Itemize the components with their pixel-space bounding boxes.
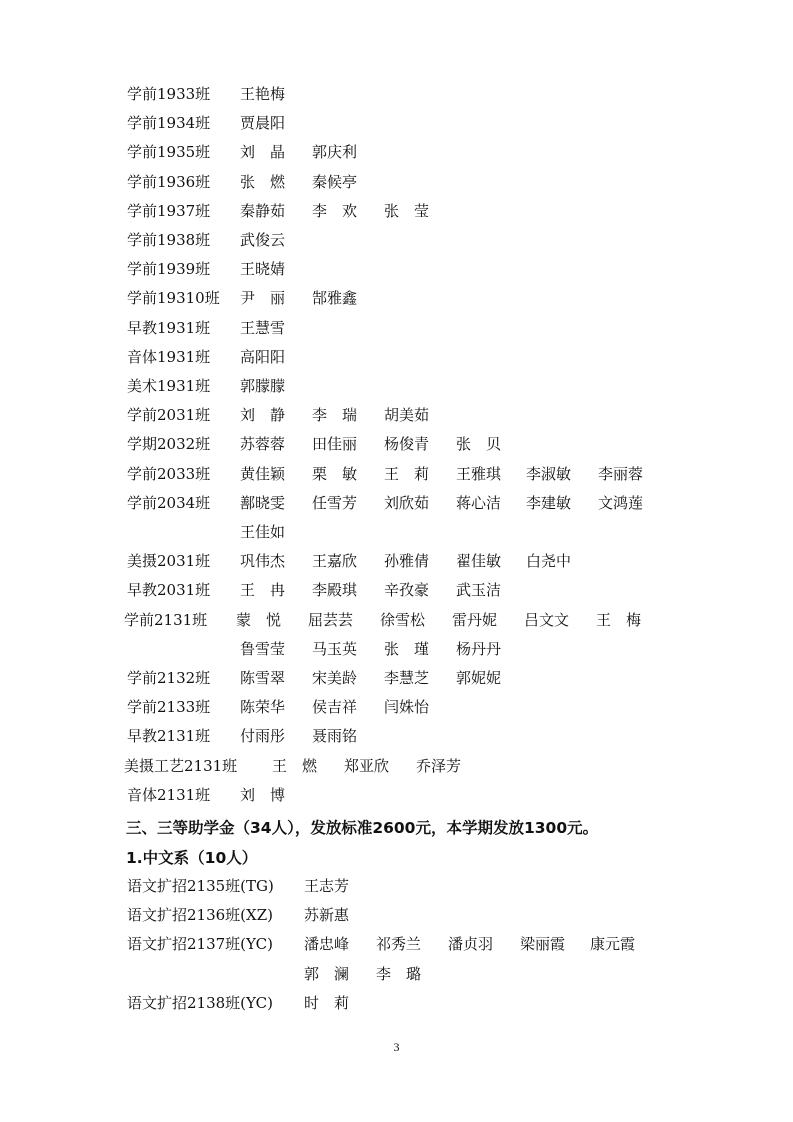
student-name: 雷丹妮: [452, 610, 498, 629]
class-row: [0, 991, 793, 1015]
student-name: 李丽蓉: [598, 464, 644, 483]
student-name: 高阳阳: [240, 347, 286, 366]
class-row: [0, 903, 793, 927]
student-name: 鲁雪莹: [240, 639, 286, 658]
student-name: 田佳丽: [312, 435, 358, 454]
class-row: [0, 345, 793, 369]
student-name: 吕文文: [524, 610, 570, 629]
student-name: 王志芳: [304, 877, 350, 895]
student-name: 武俊云: [240, 231, 286, 249]
class-row: [0, 932, 793, 956]
class-row: [0, 462, 793, 486]
class-row: [0, 140, 793, 164]
student-name: 巩伟杰: [240, 552, 286, 571]
student-name: 黄佳颖: [240, 464, 286, 483]
student-name: 文鸿莲: [598, 493, 644, 512]
student-name: 白尧中: [526, 552, 572, 571]
class-name: 音体1931班: [127, 347, 211, 366]
class-row: [0, 403, 793, 427]
class-name: 学前1934班: [127, 114, 211, 133]
class-name: 学期2032班: [127, 435, 211, 454]
student-name: 翟佳敏: [456, 552, 502, 571]
class-name: 美摄2031班: [127, 552, 211, 571]
class-name: 音体2131班: [127, 785, 211, 804]
student-name: 秦静茹: [240, 201, 286, 220]
student-name: 王艳梅: [240, 85, 286, 103]
student-name: 刘 博: [240, 785, 286, 804]
class-name: 早教1931班: [127, 318, 211, 337]
student-name: 刘欣茹: [384, 493, 430, 512]
student-name: 孙雅倩: [384, 552, 430, 571]
student-name: 陈荣华: [240, 698, 286, 717]
student-name: 屈芸芸: [308, 610, 354, 629]
student-name: 张 燃: [240, 172, 286, 191]
student-name: 李殿琪: [312, 581, 358, 600]
class-row: [0, 754, 793, 778]
class-name: 语文扩招2135班(TG): [127, 877, 274, 895]
student-name: 侯吉祥: [312, 698, 358, 717]
student-name: 乔泽芳: [416, 756, 462, 775]
class-row: [0, 199, 793, 223]
class-name: 学前2033班: [127, 464, 211, 483]
student-name: 王 燃: [272, 756, 318, 775]
student-name: 潘忠峰: [304, 935, 350, 954]
class-row: [0, 962, 793, 986]
student-name: 辛孜豪: [384, 581, 430, 600]
student-name: 李 欢: [312, 201, 358, 220]
class-name: 早教2031班: [127, 581, 211, 600]
student-name: 尹 丽: [240, 289, 286, 308]
class-name: 学前1933班: [127, 85, 211, 103]
student-name: 时 莉: [304, 993, 350, 1012]
student-name: 李建敏: [526, 493, 572, 512]
student-name: 郭朦朦: [240, 377, 286, 395]
class-name: 学前1935班: [127, 143, 211, 162]
class-row: [0, 491, 793, 515]
student-name: 潘贞羽: [448, 935, 494, 954]
student-name: 栗 敏: [312, 464, 358, 483]
student-name: 闫姝怡: [384, 698, 430, 717]
class-name: 学前2131班: [124, 610, 208, 629]
class-row: [0, 432, 793, 456]
student-name: 秦候亭: [312, 172, 358, 191]
student-name: 李淑敏: [526, 464, 572, 483]
sub-heading: 1.中文系（10人）: [126, 849, 258, 867]
student-name: 张 瑾: [384, 639, 430, 658]
class-name: 语文扩招2137班(YC): [127, 935, 273, 954]
student-name: 蒋心洁: [456, 493, 502, 512]
student-name: 郑亚欣: [344, 756, 390, 775]
student-name: 王 莉: [384, 464, 430, 483]
student-name: 郭妮妮: [456, 669, 502, 687]
student-name: 鄯晓雯: [240, 493, 286, 512]
student-name: 王慧雪: [240, 318, 286, 337]
class-row: [0, 520, 793, 544]
class-row: [0, 228, 793, 252]
class-row: [0, 111, 793, 135]
student-name: 王佳如: [240, 523, 286, 541]
class-row: [0, 374, 793, 398]
class-name: 语文扩招2138班(YC): [127, 993, 273, 1012]
class-row: [0, 286, 793, 310]
class-row: [0, 666, 793, 690]
student-name: 张 贝: [456, 435, 502, 454]
student-name: 胡美茹: [384, 406, 430, 425]
student-name: 苏新惠: [304, 906, 350, 925]
student-name: 杨俊青: [384, 435, 430, 454]
student-name: 梁丽霞: [520, 935, 566, 954]
student-name: 陈雪翠: [240, 669, 286, 687]
class-row: [0, 695, 793, 719]
student-name: 李慧芝: [384, 669, 430, 687]
class-row: [0, 82, 793, 106]
class-name: 学前1938班: [127, 231, 211, 249]
class-name: 美术1931班: [127, 377, 211, 395]
class-name: 语文扩招2136班(XZ): [127, 906, 273, 925]
class-row: [0, 724, 793, 748]
student-name: 祁秀兰: [376, 935, 422, 954]
class-row: [0, 608, 793, 632]
student-name: 苏蓉蓉: [240, 435, 286, 454]
class-name: 学前1936班: [127, 172, 211, 191]
section-heading: 三、三等助学金（34人），发放标准2600元，本学期发放1300元。: [126, 819, 599, 837]
class-row: [0, 874, 793, 898]
student-name: 蒙 悦: [236, 610, 282, 629]
student-name: 王 梅: [596, 610, 642, 629]
student-name: 李 璐: [376, 964, 422, 983]
student-name: 郭庆利: [312, 143, 358, 162]
student-name: 郜雅鑫: [312, 289, 358, 308]
student-name: 马玉英: [312, 639, 358, 658]
class-name: 学前2132班: [127, 669, 211, 687]
student-name: 徐雪松: [380, 610, 426, 629]
class-name: 学前1939班: [127, 260, 211, 279]
class-name: 早教2131班: [127, 727, 211, 746]
student-name: 宋美龄: [312, 669, 358, 687]
student-name: 聂雨铭: [312, 727, 358, 746]
student-name: 郭 澜: [304, 964, 350, 983]
class-row: [0, 316, 793, 340]
student-name: 武玉洁: [456, 581, 502, 600]
class-name: 学前2034班: [127, 493, 211, 512]
student-name: 康元霞: [590, 935, 636, 954]
class-row: [0, 170, 793, 194]
student-name: 刘 静: [240, 406, 286, 425]
student-name: 任雪芳: [312, 493, 358, 512]
class-name: 学前19310班: [127, 289, 220, 308]
page-number: 3: [393, 1040, 400, 1054]
student-name: 付雨彤: [240, 727, 286, 746]
class-row: [0, 783, 793, 807]
student-name: 张 莹: [384, 201, 430, 220]
student-name: 王 冉: [240, 581, 286, 600]
student-name: 刘 晶: [240, 143, 286, 162]
student-name: 王嘉欣: [312, 552, 358, 571]
student-name: 王晓婧: [240, 260, 286, 279]
class-name: 学前1937班: [127, 201, 211, 220]
student-name: 李 瑞: [312, 406, 358, 425]
student-name: 王雅琪: [456, 464, 502, 483]
class-name: 美摄工艺2131班: [124, 756, 238, 775]
student-name: 杨丹丹: [456, 639, 502, 658]
class-row: [0, 549, 793, 573]
class-row: [0, 257, 793, 281]
class-row: [0, 637, 793, 661]
class-name: 学前2031班: [127, 406, 211, 425]
class-name: 学前2133班: [127, 698, 211, 717]
class-row: [0, 578, 793, 602]
student-name: 贾晨阳: [240, 114, 286, 133]
